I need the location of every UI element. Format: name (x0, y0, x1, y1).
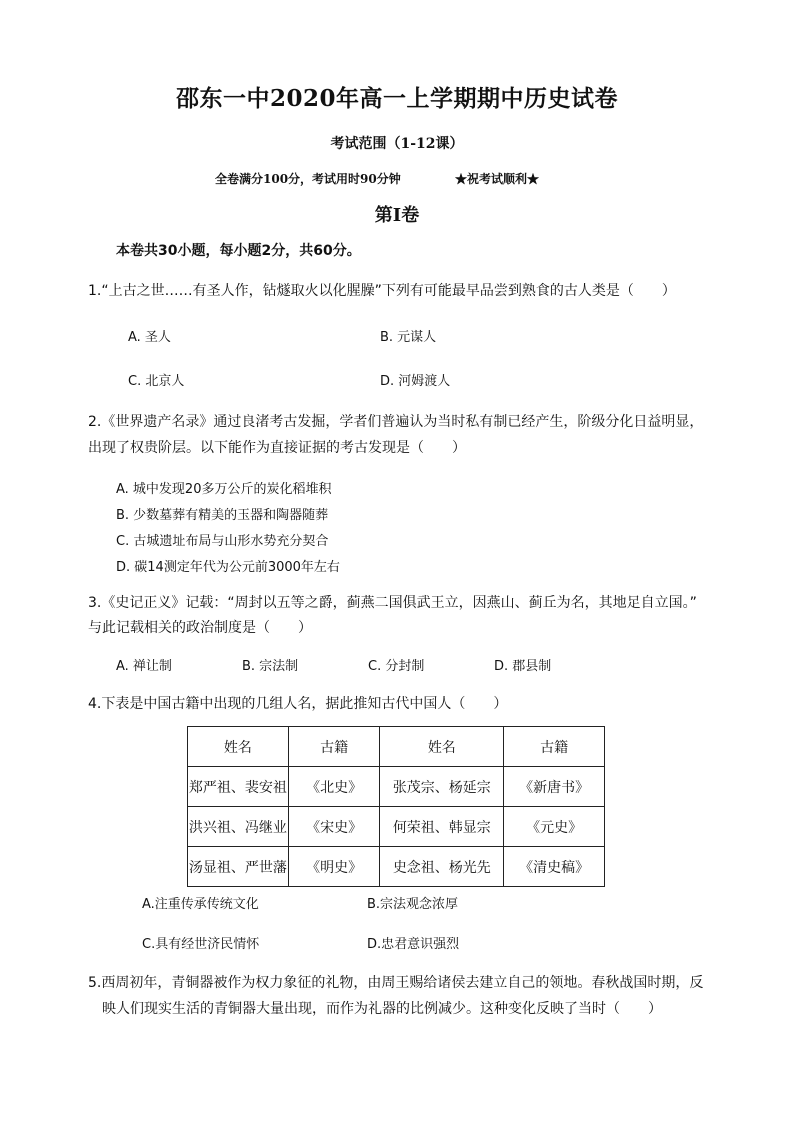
table-cell: 洪兴祖、冯继业 (188, 807, 289, 847)
question-1-option-b: B. 元谋人 (380, 330, 437, 345)
table-header-cell: 姓名 (188, 727, 289, 767)
question-2-stem-line-2: 出现了权贵阶层。以下能作为直接证据的考古发现是（ ） (88, 440, 466, 456)
table-row (188, 847, 605, 887)
question-5-stem-line-2: 映人们现实生活的青铜器大量出现，而作为礼器的比例减少。这种变化反映了当时（ ） (102, 1001, 662, 1017)
question-5-stem-line-1: 5.西周初年，青铜器被作为权力象征的礼物，由周王赐给诸侯去建立自己的领地。春秋战国时期，反 (88, 975, 704, 991)
question-3-option-a: A. 禅让制 (116, 659, 172, 674)
table-cell: 汤显祖、严世藩 (188, 847, 289, 887)
question-3-option-b: B. 宗法制 (242, 659, 299, 674)
question-3-stem-line-2: 与此记载相关的政治制度是（ ） (88, 620, 312, 636)
table-header-cell: 古籍 (288, 727, 380, 767)
table-cell: 《清史稿》 (504, 847, 605, 887)
question-1-option-d: D. 河姆渡人 (380, 374, 451, 389)
table-cell: 《明史》 (288, 847, 380, 887)
table-row (188, 807, 605, 847)
question-2-option-a: A. 城中发现20多万公斤的炭化稻堆积 (116, 482, 332, 497)
table-header-cell: 姓名 (380, 727, 504, 767)
question-4-option-c: C.具有经世济民情怀 (142, 937, 260, 952)
table-cell: 张茂宗、杨延宗 (380, 767, 504, 807)
question-3-stem-line-1: 3.《史记正义》记载：“周封以五等之爵，蓟燕二国俱武王立，因燕山、蓟丘为名，其地足自立国。” (88, 595, 697, 611)
question-2-option-d: D. 碳14测定年代为公元前3000年左右 (116, 560, 340, 575)
question-4-option-d: D.忠君意识强烈 (367, 937, 460, 952)
exam-scope: 考试范围（1-12课） (330, 136, 464, 152)
volume-heading: 第Ⅰ卷 (374, 205, 420, 226)
table-cell: 《元史》 (504, 807, 605, 847)
table-header-cell: 古籍 (504, 727, 605, 767)
page-title: 邵东一中2020年高一上学期期中历史试卷 (175, 85, 618, 112)
table-cell: 《宋史》 (288, 807, 380, 847)
question-1-option-a: A. 圣人 (128, 330, 171, 345)
question-3-option-c: C. 分封制 (368, 659, 425, 674)
table-cell: 史念祖、杨光先 (380, 847, 504, 887)
question-4-stem: 4.下表是中国古籍中出现的几组人名，据此推知古代中国人（ ） (88, 696, 508, 712)
question-2-option-b: B. 少数墓葬有精美的玉器和陶器随葬 (116, 508, 329, 523)
table-row (188, 767, 605, 807)
instructions: 本卷共30小题，每小题2分，共60分。 (116, 243, 361, 259)
exam-meta: 全卷满分100分，考试用时90分钟 (215, 172, 401, 186)
exam-wish: ★祝考试顺利★ (455, 172, 540, 186)
table-header-row (188, 727, 605, 767)
question-1-stem: 1.“上古之世……有圣人作，钻燧取火以化腥臊”下列有可能最早品尝到熟食的古人类是（ ） (88, 283, 676, 299)
question-4-option-b: B.宗法观念浓厚 (367, 897, 459, 912)
table-cell: 《新唐书》 (504, 767, 605, 807)
question-3-option-d: D. 郡县制 (494, 659, 552, 674)
question-2-option-c: C. 古城遗址布局与山形水势充分契合 (116, 534, 329, 549)
table-cell: 《北史》 (288, 767, 380, 807)
question-1-option-c: C. 北京人 (128, 374, 185, 389)
table-cell: 郑严祖、裴安祖 (188, 767, 289, 807)
table-cell: 何荣祖、韩显宗 (380, 807, 504, 847)
question-4-option-a: A.注重传承传统文化 (142, 897, 259, 912)
names-table (187, 726, 605, 887)
question-2-stem-line-1: 2.《世界遗产名录》通过良渚考古发掘，学者们普遍认为当时私有制已经产生，阶级分化日益明显， (88, 414, 704, 430)
